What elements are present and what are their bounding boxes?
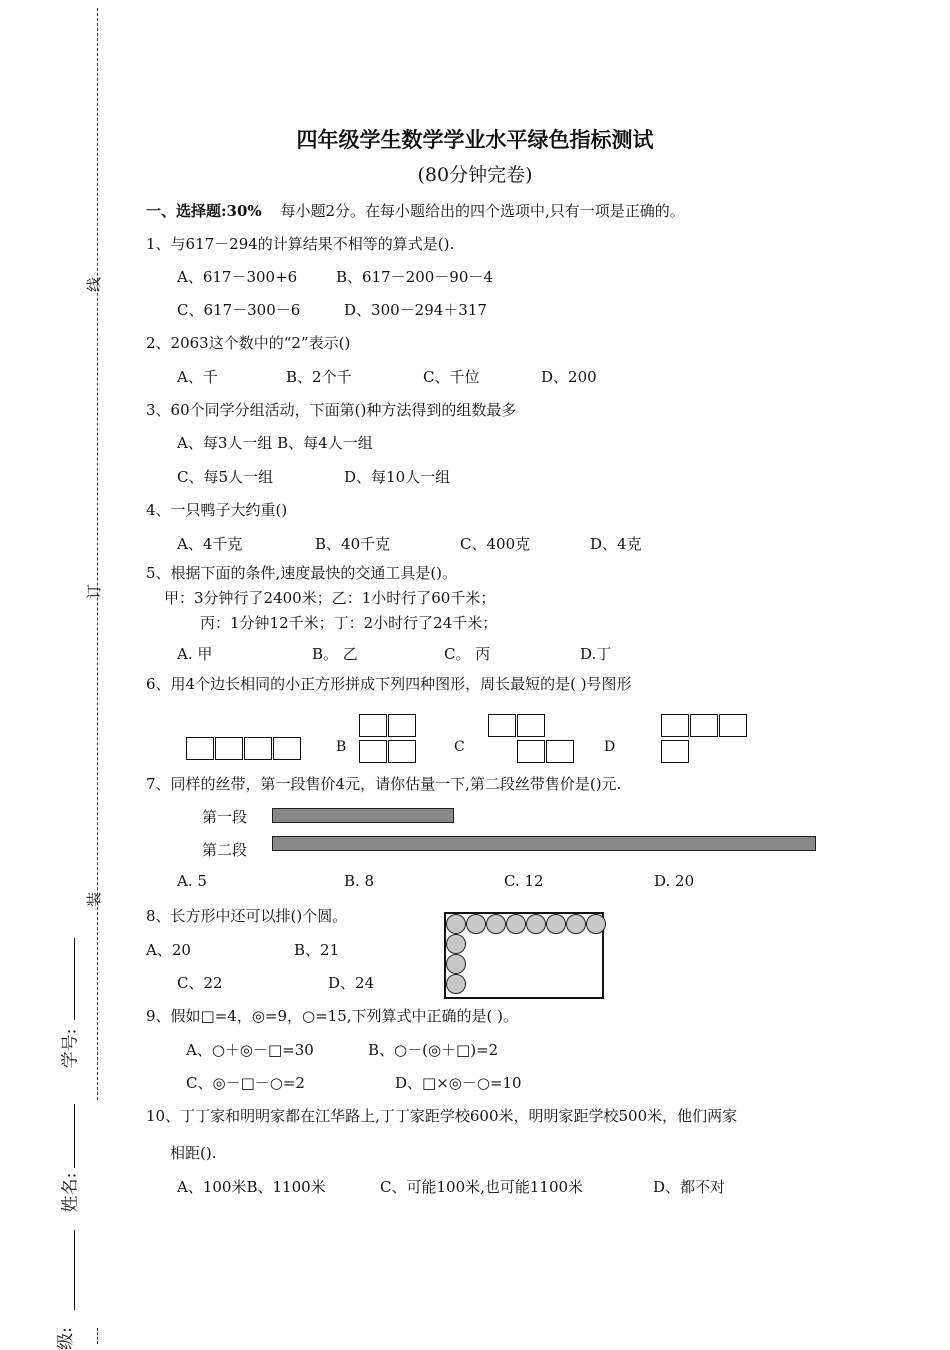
q10-option-ab: A、100米B、1100米 (177, 1178, 326, 1196)
q6-b-square (388, 714, 416, 737)
q6-label-d: D (604, 739, 616, 755)
page-title: 四年级学生数学学业水平绿色指标测试 (296, 127, 654, 152)
q7-option-a: A. 5 (177, 872, 207, 890)
q5-option-c: C。 丙 (444, 645, 491, 663)
q8-stem: 8、长方形中还可以排()个圆。 (146, 907, 348, 925)
q1-option-c: C、617－300－6 (177, 301, 301, 319)
q5-stem: 5、根据下面的条件,速度最快的交通工具是()。 (146, 564, 458, 582)
q4-option-d: D、4克 (590, 535, 642, 553)
q2-option-d: D、200 (541, 368, 597, 386)
name-underline (74, 1104, 75, 1168)
q8-circle (466, 914, 486, 934)
q6-a-square (215, 737, 243, 760)
q3-stem: 3、60个同学分组活动，下面第()种方法得到的组数最多 (146, 401, 517, 419)
q8-circle (486, 914, 506, 934)
q6-a-square (244, 737, 272, 760)
q6-d-square (661, 714, 689, 737)
q5-condition-line2: 丙：1分钟12千米；丁：2小时行了24千米； (200, 614, 498, 632)
section-instruction: 每小题2分。在每小题给出的四个选项中,只有一项是正确的。 (280, 202, 685, 220)
class-underline (74, 1230, 75, 1310)
q6-d-square (719, 714, 747, 737)
q4-stem: 4、一只鸭子大约重() (146, 501, 288, 519)
q7-segment1-label: 第一段 (202, 808, 248, 826)
q3-option-ab: A、每3人一组 B、每4人一组 (177, 434, 373, 452)
q7-segment2-bar (272, 836, 816, 851)
q8-circle (586, 914, 606, 934)
name-label: 姓名: (60, 1172, 81, 1213)
q8-circle (446, 914, 466, 934)
q5-condition-line1: 甲：3分钟行了2400米；乙：1小时行了60千米； (164, 589, 496, 607)
q10-stem-cont: 相距(). (170, 1144, 217, 1162)
q8-option-a: A、20 (146, 941, 191, 959)
binding-dashed-line-lower (97, 1328, 98, 1344)
q6-c-square (517, 740, 545, 763)
q6-label-c: C (454, 739, 465, 755)
q6-c-square (546, 740, 574, 763)
q6-label-b: B (336, 739, 347, 755)
q10-option-d: D、都不对 (653, 1178, 726, 1196)
q5-option-b: B。 乙 (312, 645, 358, 663)
q3-option-d: D、每10人一组 (344, 468, 451, 486)
q4-option-a: A、4千克 (177, 535, 243, 553)
q9-option-d: D、□×◎－○=10 (395, 1074, 522, 1092)
student-id-underline (74, 938, 75, 1020)
q6-c-square (488, 714, 516, 737)
q6-a-square (186, 737, 214, 760)
q6-d-square (690, 714, 718, 737)
q7-option-d: D. 20 (654, 872, 695, 890)
q9-option-a: A、○＋◎－□=30 (186, 1041, 314, 1059)
q8-circle (446, 974, 466, 994)
q6-a-square (273, 737, 301, 760)
q6-b-square (388, 740, 416, 763)
q6-stem: 6、用4个边长相同的小正方形拼成下列四种图形，周长最短的是( )号图形 (146, 675, 632, 693)
q7-segment1-bar (272, 808, 454, 823)
q7-option-c: C. 12 (504, 872, 544, 890)
margin-ding-label: 订 (85, 583, 104, 600)
section-title: 一、选择题:30% (146, 202, 262, 220)
q9-stem: 9、假如□=4，◎=9，○=15,下列算式中正确的是( )。 (146, 1007, 519, 1025)
q1-option-a: A、617－300+6 (177, 268, 298, 286)
q6-b-square (359, 714, 387, 737)
q7-stem: 7、同样的丝带，第一段售价4元，请你估量一下,第二段丝带售价是()元. (146, 775, 622, 793)
student-id-label: 学号: (60, 1028, 81, 1069)
q2-stem: 2、2063这个数中的“2”表示() (146, 334, 351, 352)
q2-option-a: A、千 (177, 368, 218, 386)
q1-option-b: B、617－200－90－4 (336, 268, 493, 286)
q4-option-b: B、40千克 (315, 535, 391, 553)
q6-b-square (359, 740, 387, 763)
q8-circle (506, 914, 526, 934)
q3-option-c: C、每5人一组 (177, 468, 274, 486)
q4-option-c: C、400克 (460, 535, 531, 553)
q8-circle (546, 914, 566, 934)
q5-option-d: D.丁 (580, 645, 612, 663)
q8-circle (526, 914, 546, 934)
q7-option-b: B. 8 (344, 872, 375, 890)
q6-c-square (517, 714, 545, 737)
q8-option-d: D、24 (328, 974, 375, 992)
margin-zhuang-label: 装 (85, 891, 104, 908)
q9-option-b: B、○－(◎＋□)=2 (368, 1041, 499, 1059)
q1-stem: 1、与617－294的计算结果不相等的算式是(). (146, 235, 455, 253)
section-heading (146, 200, 685, 221)
q6-d-square (661, 740, 689, 763)
q8-rectangle (444, 912, 604, 999)
q8-option-c: C、22 (177, 974, 223, 992)
q2-option-b: B、2个千 (286, 368, 352, 386)
q9-option-c: C、◎－□－○=2 (186, 1074, 305, 1092)
q7-segment2-label: 第二段 (202, 841, 248, 859)
q1-option-d: D、300－294＋317 (344, 301, 487, 319)
q2-option-c: C、千位 (423, 368, 480, 386)
q8-circle (446, 934, 466, 954)
q10-stem: 10、丁丁家和明明家都在江华路上,丁丁家距学校600米，明明家距学校500米，他们两家 (146, 1107, 738, 1125)
margin-line-label: 线 (85, 276, 104, 293)
q8-circle (566, 914, 586, 934)
q8-option-b: B、21 (294, 941, 340, 959)
page-subtitle: (80分钟完卷) (417, 164, 533, 186)
q10-option-c: C、可能100米,也可能1100米 (380, 1178, 584, 1196)
class-label: 级: (55, 1327, 76, 1350)
q8-circle (446, 954, 466, 974)
q5-option-a: A. 甲 (177, 645, 213, 663)
